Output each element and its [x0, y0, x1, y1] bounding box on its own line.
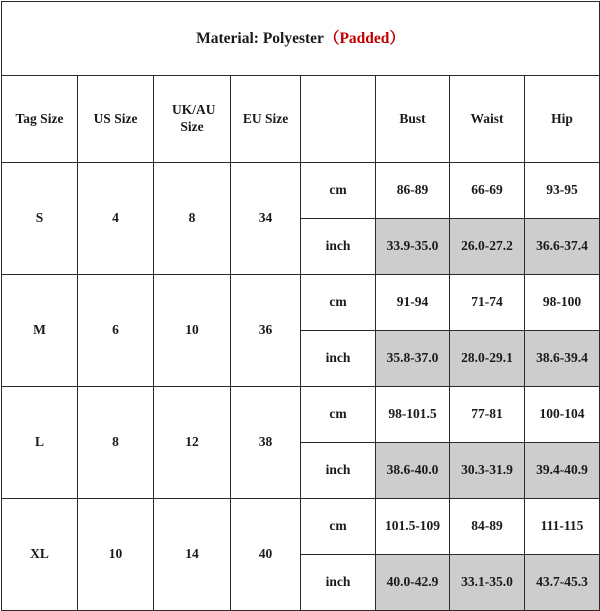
unit-inch-cell: inch — [301, 555, 376, 611]
tag-size-cell: S — [2, 163, 78, 275]
unit-inch-cell: inch — [301, 219, 376, 275]
unit-cm-cell: cm — [301, 499, 376, 555]
eu-size-cell: 38 — [231, 387, 301, 499]
unit-cm-cell: cm — [301, 387, 376, 443]
hip-inch-cell: 38.6-39.4 — [525, 331, 600, 387]
us-size-cell: 6 — [78, 275, 154, 387]
hip-cm-cell: 98-100 — [525, 275, 600, 331]
hip-cm-cell: 93-95 — [525, 163, 600, 219]
unit-cm-cell: cm — [301, 275, 376, 331]
us-size-cell: 10 — [78, 499, 154, 611]
header-us-size: US Size — [78, 76, 154, 163]
uk-au-size-cell: 8 — [154, 163, 231, 275]
tag-size-cell: XL — [2, 499, 78, 611]
title-padded: （Padded） — [323, 29, 405, 47]
bust-cm-cell: 91-94 — [376, 275, 450, 331]
tag-size-cell: M — [2, 275, 78, 387]
header-waist: Waist — [450, 76, 525, 163]
uk-au-size-cell: 14 — [154, 499, 231, 611]
title-material: Material: Polyester — [196, 29, 324, 47]
bust-inch-cell: 40.0-42.9 — [376, 555, 450, 611]
us-size-cell: 4 — [78, 163, 154, 275]
hip-inch-cell: 43.7-45.3 — [525, 555, 600, 611]
header-uk-au-text: UK/AU Size — [172, 102, 216, 134]
header-tag-size: Tag Size — [2, 76, 78, 163]
header-eu-size: EU Size — [231, 76, 301, 163]
waist-cm-cell: 77-81 — [450, 387, 525, 443]
waist-cm-cell: 71-74 — [450, 275, 525, 331]
table-title — [2, 2, 600, 76]
bust-cm-cell: 101.5-109 — [376, 499, 450, 555]
us-size-cell: 8 — [78, 387, 154, 499]
hip-inch-cell: 39.4-40.9 — [525, 443, 600, 499]
table-row — [2, 387, 600, 443]
table-row — [2, 163, 600, 219]
header-row — [2, 76, 600, 163]
header-hip: Hip — [525, 76, 600, 163]
table-row — [2, 275, 600, 331]
eu-size-cell: 40 — [231, 499, 301, 611]
header-uk-au-size — [154, 76, 231, 163]
eu-size-cell: 34 — [231, 163, 301, 275]
header-unit-blank — [301, 76, 376, 163]
bust-cm-cell: 98-101.5 — [376, 387, 450, 443]
uk-au-size-cell: 12 — [154, 387, 231, 499]
waist-cm-cell: 84-89 — [450, 499, 525, 555]
bust-inch-cell: 38.6-40.0 — [376, 443, 450, 499]
unit-cm-cell: cm — [301, 163, 376, 219]
size-chart-table — [1, 1, 600, 611]
tag-size-cell: L — [2, 387, 78, 499]
hip-cm-cell: 111-115 — [525, 499, 600, 555]
waist-cm-cell: 66-69 — [450, 163, 525, 219]
waist-inch-cell: 30.3-31.9 — [450, 443, 525, 499]
unit-inch-cell: inch — [301, 331, 376, 387]
bust-inch-cell: 35.8-37.0 — [376, 331, 450, 387]
waist-inch-cell: 33.1-35.0 — [450, 555, 525, 611]
uk-au-size-cell: 10 — [154, 275, 231, 387]
waist-inch-cell: 28.0-29.1 — [450, 331, 525, 387]
table-row — [2, 499, 600, 555]
bust-cm-cell: 86-89 — [376, 163, 450, 219]
hip-inch-cell: 36.6-37.4 — [525, 219, 600, 275]
waist-inch-cell: 26.0-27.2 — [450, 219, 525, 275]
unit-inch-cell: inch — [301, 443, 376, 499]
hip-cm-cell: 100-104 — [525, 387, 600, 443]
eu-size-cell: 36 — [231, 275, 301, 387]
bust-inch-cell: 33.9-35.0 — [376, 219, 450, 275]
header-bust: Bust — [376, 76, 450, 163]
